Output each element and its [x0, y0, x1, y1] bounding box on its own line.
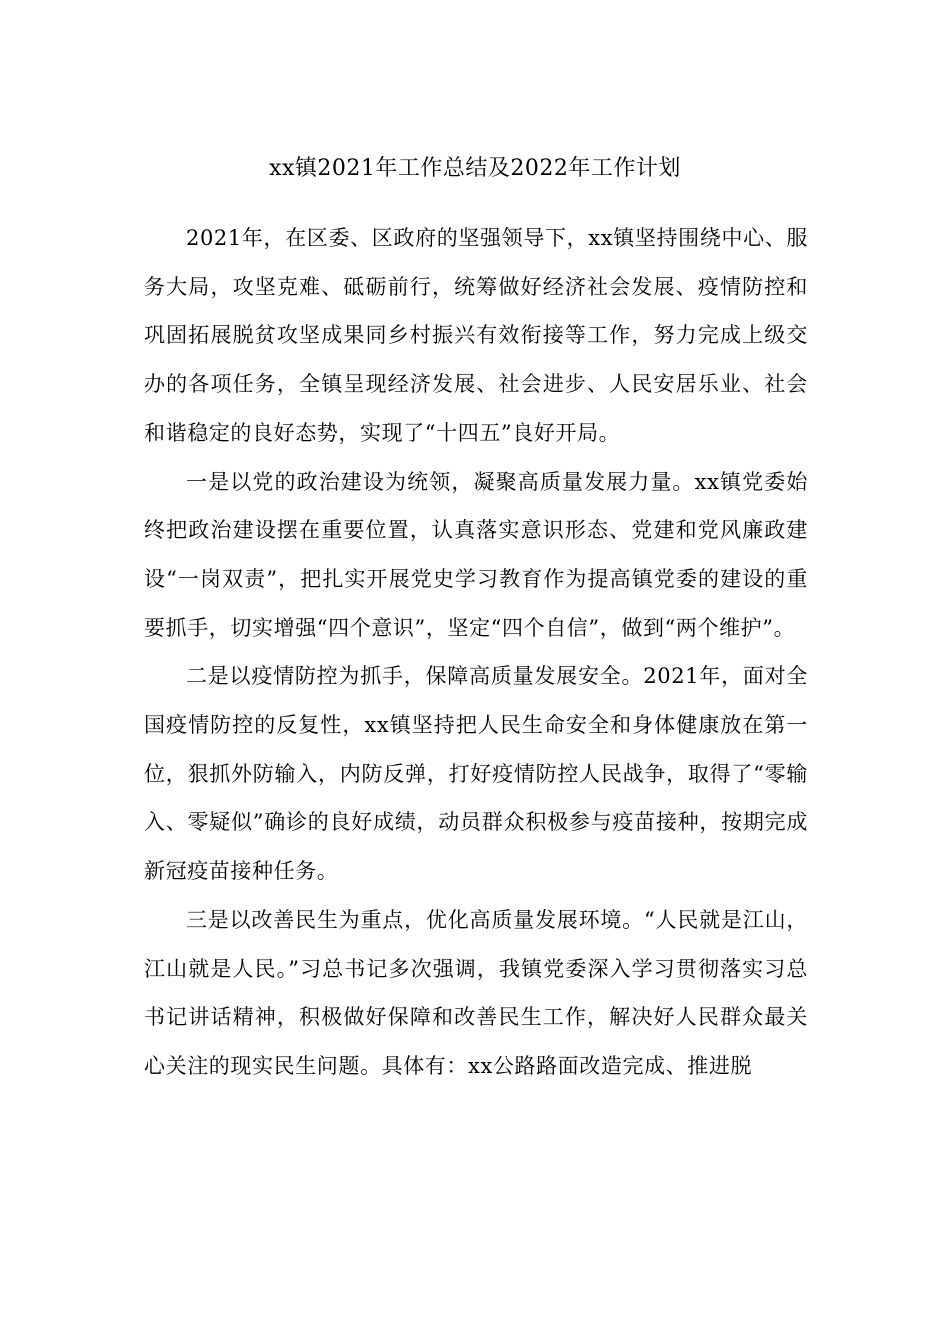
paragraph-livelihood: 三是以改善民生为重点，优化高质量发展环境。“人民就是江山，江山就是人民。”习总书记多次强调，我镇党委深入学习贯彻落实习总书记讲话精神，积极做好保障和改善民生工作，解决好人民群众最关心关注的现实民生问题。具体有：xx公路路面改造完成、推进脱	[144, 907, 808, 1078]
paragraph-epidemic-control: 二是以疫情防控为抓手，保障高质量发展安全。2021年，面对全国疫情防控的反复性，xx镇坚持把人民生命安全和身体健康放在第一位，狠抓外防输入，内防反弹，打好疫情防控人民战争，取得了“零输入、零疑似”确诊的良好成绩，动员群众积极参与疫苗接种，按期完成新冠疫苗接种任务。	[144, 664, 808, 884]
paragraph-party-building: 一是以党的政治建设为统领，凝聚高质量发展力量。xx镇党委始终把政治建设摆在重要位置，认真落实意识形态、党建和党风廉政建设“一岗双责”，把扎实开展党史学习教育作为提高镇党委的建设的重要抓手，切实增强“四个意识”，坚定“四个自信”，做到“两个维护”。	[144, 469, 808, 640]
document-title: xx镇2021年工作总结及2022年工作计划	[269, 156, 681, 181]
document-body	[144, 214, 808, 1091]
paragraph-intro: 2021年，在区委、区政府的坚强领导下，xx镇坚持围绕中心、服务大局，攻坚克难、砥砺前行，统筹做好经济社会发展、疫情防控和巩固拓展脱贫攻坚成果同乡村振兴有效衔接等工作，努力完成上级交办的各项任务，全镇呈现经济发展、社会进步、人民安居乐业、社会和谐稳定的良好态势，实现了“十四五”良好开局。	[144, 226, 808, 445]
